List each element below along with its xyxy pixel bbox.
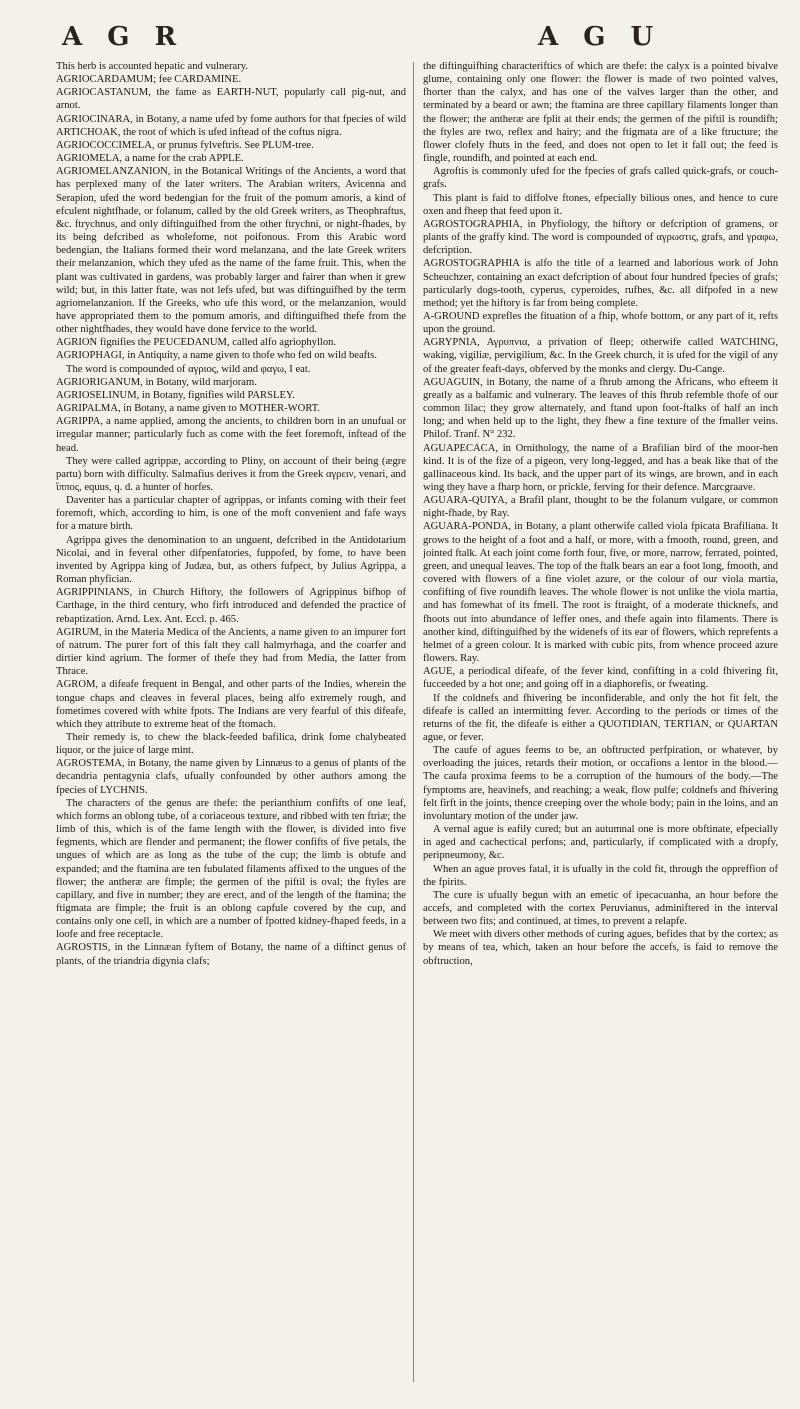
dictionary-entry: The characters of the genus are thefe: the perianthium confifts of one leaf, which forms an oblong tube, of a coriaceous texture, and ribbed with ten ftriæ; the limb of this, which is of the fame length with the flower, is divided into five fegments, which are flender and permanent; the flower confifts of five petals, the ungues of which are as long as the tube of the cup; the limb is obtufe and expanded; and the ftamina are ten fubulated filaments affixed to the ungues of the flower; the antheræ are fimple; the germen of the piftil is oval; the ftyles are capillary, and five in number; they are erect, and of the length of the ftamina; the ftigmata are fimple; the fruit is an oblong capfule covered by the cup, and contains only one cell, in which are a number of fpotted kidney-fhaped feeds, in a loofe and free receptacle.: [56, 797, 406, 941]
dictionary-entry: Agroftis is commonly ufed for the fpecies of grafs called quick-grafs, or couch-grafs.: [423, 166, 778, 191]
running-head-right: A G U: [538, 22, 662, 52]
dictionary-entry: AGROSTIS, in the Linnæan fyftem of Botany, the name of a diftinct genus of plants, of the triandria digynia clafs;: [56, 942, 406, 967]
dictionary-entry: AGUAGUIN, in Botany, the name of a fhrub among the Africans, who efteem it greatly as a balfamic and vulnerary. The leaves of this fhrub refemble thofe of our common lilac; they grow alternately, and ftand upon foot-ftalks of half an inch long; and when held up to the light, they fhew a fine texture of the fmaller veins. Philof. Tranf. N° 232.: [423, 376, 778, 441]
dictionary-entry: When an ague proves fatal, it is ufually in the cold fit, through the oppreffion of the fpirits.: [423, 863, 778, 888]
dictionary-entry: AGRIOCASTANUM, the fame as EARTH-NUT, popularly call pig-nut, and arnot.: [56, 87, 406, 112]
dictionary-entry: AGRIPPA, a name applied, among the ancients, to children born in an unufual or irregular manner; particularly fuch as come with the feet foremoft, inftead of the head.: [56, 416, 406, 454]
dictionary-entry: AGUE, a periodical difeafe, of the fever kind, confifting in a cold fhivering fit, fucceeded by a hot one; and going off in a diaphorefis, or fweating.: [423, 666, 778, 691]
dictionary-entry: The word is compounded of αγριος, wild and φαγω, I eat.: [66, 363, 311, 375]
dictionary-entry: This plant is faid to diffolve ftones, efpecially bilious ones, and hence to cure oxen and fheep that feed upon it.: [423, 192, 778, 217]
dictionary-entry: AGRIOCARDAMUM; fee CARDAMINE.: [56, 74, 242, 86]
dictionary-entry: AGUAPECACA, in Ornithology, the name of a Brafilian bird of the moor-hen kind. It is of the fize of a pigeon, very long-legged, and has a beak like that of the gallinaceous kind. Its back, and the upper part of its wings, are brown, and in each wing they have a fharp horn, or prickle, ferving for their defence. Marcgraave.: [423, 442, 778, 493]
dictionary-entry: AGIRUM, in the Materia Medica of the Ancients, a name given to an impurer fort of natrum. The purer fort of this falt they call halmyrhaga, and the coarfer and dirtier kind agrium. The former of thefe they had from Media, the latter from Thrace.: [56, 626, 406, 678]
dictionary-entry: AGRYPNIA, Αγρυπνια, a privation of fleep; otherwife called WATCHING, waking, vigiliæ, pervigilium, &c. In the Greek church, it is ufed for the vigil of any of the greater feaft-days, obferved by the monks and clergy. Du-Cange.: [423, 337, 778, 375]
dictionary-entry: This herb is accounted hepatic and vulnerary.: [56, 61, 248, 72]
right-column: [423, 60, 778, 1400]
dictionary-entry: Daventer has a particular chapter of agrippas, or infants coming with their feet foremoft, which, according to him, is one of the moft convenient and fafe ways for a mature birth.: [56, 495, 406, 533]
dictionary-entry: AGRION fignifies the PEUCEDANUM, called alfo agriophyllon.: [56, 337, 337, 349]
column-divider: [413, 62, 414, 1382]
dictionary-entry: AGUARA-PONDA, in Botany, a plant otherwife called viola fpicata Brafiliana. It grows to the height of a foot and a half, or more, with a fmooth, round, green, and jointed ftalk. At each joint come forth four, five, or more, narrow, ferrated, pointed, green, and unequal leaves. The top of the ftalk bears an ear a foot long, fmooth, and covered with flowers of a fine violet azure, or the colour of our viola martia, confifting of five roundifh leaves. The whole flower is not unlike the viola martia, and has fomewhat of its fmell. The root is ftraight, of a moderate thicknefs, and fhoots out into abundance of leffer ones, and thefe again into filaments. There is another kind, diftinguifhed by the widenefs of its ear of flowers, which reprefents a helmet of a green colour. It is marked with cubic pits, from whence proceed azure flowers. Ray.: [423, 521, 778, 665]
dictionary-entry: Their remedy is, to chew the black-feeded bafilica, drink fome chalybeated liquor, or the juice of large mint.: [56, 731, 406, 757]
dictionary-entry: They were called agrippæ, according to Pliny, on account of their being (ægre partu) born with difficulty. Salmafius derives it from the Greek αγρειν, venari, and ἵππος, equus, q. d. a hunter of horfes.: [56, 455, 406, 493]
dictionary-entry: the diftinguifhing characteriftics of which are thefe: the calyx is a pointed bivalve glume, containing only one flower: the flower is made of two pointed valves, fhorter than the calyx, and has one of the valves larger than the other, and terminated by a beard or awn; the ftamina are three capillary filaments longer than the flower; the antheræ are fplit at their ends; the germen of the piftil is roundifh; the ftyles are two, reflex and hairy; and the ftigmata are of a like ftructure; the flower clofely fhuts in the feed, and does not open to let it fall out; the feed is fingle, roundifh, and pointed at each end.: [423, 61, 778, 165]
dictionary-entry: AGROSTOGRAPHIA is alfo the title of a learned and laborious work of John Scheuchzer, containing an exact defcription of about four hundred fpecies of grafs; particularly dogs-tooth, cyperus, cyperoides, rufhes, &c. all difpofed in a new method; yet the hiftory is far from being complete.: [423, 258, 778, 309]
dictionary-entry: AGRIOPHAGI, in Antiquity, a name given to thofe who fed on wild beafts.: [56, 350, 377, 362]
dictionary-entry: AGROM, a difeafe frequent in Bengal, and other parts of the Indies, wherein the tongue chaps and cleaves in feveral places, being alfo extremely rough, and fometimes covered with white fpots. The Indians are very fearful of this difeafe, which they attribute to extreme heat of the ftomach.: [56, 679, 406, 730]
dictionary-entry: Agrippa gives the denomination to an unguent, defcribed in the Antidotarium Nicolai, and in feveral other difpenfatories, fuppofed, by fome, to have been invented by Agrippa king of Judæa, but, as others fufpect, by Julius Agrippa, a Roman phyfician.: [56, 534, 406, 586]
dictionary-entry: AGRIORIGANUM, in Botany, wild marjoram.: [56, 376, 257, 388]
dictionary-entry: A vernal ague is eafily cured; but an autumnal one is more obftinate, efpecially in aged and cachectical perfons; and, particularly, if complicated with a dropfy, peripneumony, &c.: [423, 824, 778, 862]
dictionary-entry: AGRIOCINARA, in Botany, a name ufed by fome authors for that fpecies of wild ARTICHOAK, the root of which is ufed inftead of the coftus nigra.: [56, 113, 406, 138]
dictionary-entry: We meet with divers other methods of curing agues, befides that by the cortex; as by means of tea, which, taken an hour before the accefs, is faid to remove the obftruction,: [423, 929, 778, 967]
dictionary-entry: AGUARA-QUIYA, a Brafil plant, thought to be the folanum vulgare, or common night-fhade, by Ray.: [423, 495, 778, 520]
dictionary-entry: AGROSTOGRAPHIA, in Phyfiology, the hiftory or defcription of gramens, or plants of the graffy kind. The word is compounded of αγρωστις, grafs, and γραφω, defcription.: [423, 218, 778, 257]
dictionary-entry: If the coldnefs and fhivering be inconfiderable, and only the hot fit felt, the difeafe is called an intermitting fever. According to the periods or times of the returns of the fit, the difeafe is either a QUOTIDIAN, TERTIAN, or QUARTAN ague, or fever.: [423, 692, 778, 743]
dictionary-entry: AGRIOSELINUM, in Botany, fignifies wild PARSLEY.: [56, 389, 295, 401]
dictionary-entry: The cure is ufually begun with an emetic of ipecacuanha, an hour before the accefs, and completed with the cortex Peruvianus, adminiftered in the interval between two fits; and continued, at times, to prevent a relapfe.: [423, 889, 778, 928]
dictionary-entry: AGROSTEMA, in Botany, the name given by Linnæus to a genus of plants of the decandria pentagynia clafs, ufually confounded by other authors among the fpecies of LYCHNIS.: [56, 758, 406, 796]
dictionary-entry: AGRIPPINIANS, in Church Hiftory, the followers of Agrippinus bifhop of Carthage, in the third century, who firft introduced and defended the practice of rebaptization. Arnd. Lex. Ant. Eccl. p. 465.: [56, 587, 406, 625]
dictionary-entry: AGRIOMELANZANION, in the Botanical Writings of the Ancients, a word that has perplexed many of the later writers. The Arabian writers, Avicenna and Serapion, ufed the word bedengian for the fruit of the pomum amoris, a kind of efculent nightfhade, or folanum, called by the old Greek writers, as Theophraftus, &c. ftrychnus, and only diftinguifhed from the other ftrychni, or night-fhades, by its being defcribed as wholefome, not poifonous. From this Arabic word bedengian, the Italians formed their word melanzana, and the late Greek writers their melanzanion, which they ufed as the name of the fame fruit. This, when the plant was cultivated in gardens, was probably larger and fairer than when it grew wild; but, in this latter ftate, was not lefs ufed, but was diftinguifhed by the term agriomelanzanion. If the Greeks, who ufe this word, or the melanzanion, would have appropriated them to the pomum amoris, and diftinguifhed thefe from the other nightfhades, they would have done fervice to the world.: [56, 166, 406, 336]
dictionary-entry: AGRIOMELA, a name for the crab APPLE.: [56, 153, 244, 165]
dictionary-entry: AGRIPALMA, in Botany, a name given to MOTHER-WORT.: [56, 403, 321, 415]
left-column: [56, 60, 406, 1400]
dictionary-entry: AGRIOCOCCIMELA, or prunus fylveftris. See PLUM-tree.: [56, 139, 314, 151]
dictionary-entry: The caufe of agues feems to be, an obftructed perfpiration, or whatever, by overloading the juices, retards their motion, or occafions a lentor in the blood.—The caufa proxima feems to be a corruption of the humours of the body.—The fymptoms are, heavinefs, and reaching; a weak, flow pulfe; coldnefs and fhivering felt firft in the joints, thence creeping over the whole body; pain in the loins, and an involuntary motion of the under jaw.: [423, 745, 778, 822]
running-head-left: A G R: [62, 22, 185, 52]
dictionary-entry: A-GROUND exprefles the fituation of a fhip, whofe bottom, or any part of it, refts upon the ground.: [423, 310, 778, 336]
